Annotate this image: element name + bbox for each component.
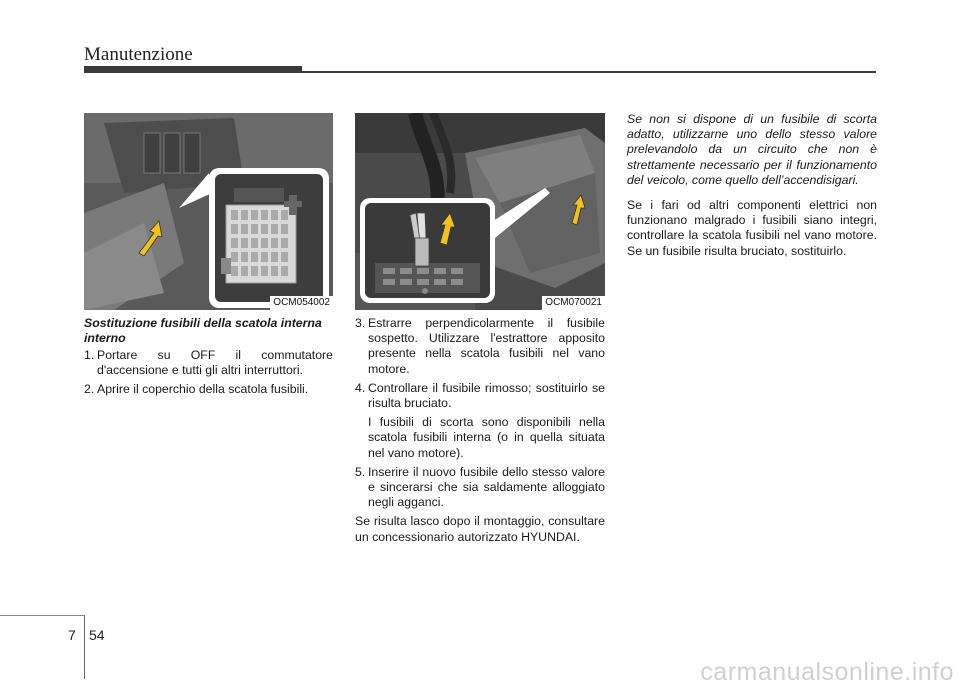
header-rule — [302, 71, 876, 73]
step-number: 4. — [355, 380, 366, 395]
photo-fuse-puller — [355, 113, 605, 310]
closing-paragraph: Se risulta lasco dopo il montaggio, consultare un concessionario autorizzato HYUNDAI. — [355, 514, 605, 544]
section-title: Sostituzione fusibili della scatola interna interno — [84, 316, 322, 345]
step-text: Estrarre perpendicolarmente il fusibile sospetto. Utilizzare l'estrattore apposito presente nella scatola fusibili nel vano motore. — [368, 316, 605, 376]
step-number: 1. — [84, 348, 95, 362]
step-number: 5. — [355, 464, 366, 479]
step-number: 2. — [84, 382, 95, 397]
middle-column — [355, 316, 605, 549]
photo-code-label: OCM054002 — [270, 296, 333, 310]
step-text: Aprire il coperchio della scatola fusibili. — [97, 382, 309, 397]
step-item — [84, 382, 333, 397]
chapter-number: 7 — [68, 627, 76, 643]
header-bar — [84, 66, 302, 73]
step-note: I fusibili di scorta sono disponibili nella scatola fusibili interna (o in quella situata nel vano motore). — [368, 415, 605, 460]
step-text: Portare su OFF il commutatore d'accensione e tutti gli altri interruttori. — [97, 348, 333, 378]
photo-interior-fuse-box — [84, 113, 333, 310]
page-number: 54 — [89, 627, 105, 643]
body-paragraph: Se i fari od altri componenti elettrici non funzionano malgrado i fusibili siano integri, controllare la scatola fusibili nel vano motore. Se un fusibile risulta bruciato, sostituirlo. — [627, 198, 877, 258]
italic-note: Se non si dispone di un fusibile di scorta adatto, utilizzarne uno dello stesso valore prelevandolo da un circuito che non è strettamente necessario per il funzionamento del veicolo, come quello dell’accendisigari. — [627, 112, 877, 187]
footer-rule-horizontal — [0, 615, 84, 616]
step-item — [355, 381, 605, 411]
step-text: Controllare il fusibile rimosso; sostituirlo se risulta bruciato. — [368, 380, 605, 411]
left-column — [84, 316, 333, 402]
step-number: 3. — [355, 316, 366, 330]
right-column — [627, 112, 877, 263]
page-header-title: Manutenzione — [84, 44, 193, 65]
footer-rule-vertical — [84, 615, 85, 679]
step-item — [355, 316, 605, 377]
photo-code-label: OCM070021 — [542, 296, 605, 310]
watermark: carmanualsonline.info — [700, 658, 954, 686]
step-item — [84, 348, 333, 378]
step-text: Inserire il nuovo fusibile dello stesso valore e sincerarsi che sia saldamente alloggiato negli agganci. — [368, 464, 605, 510]
step-item — [355, 465, 605, 511]
